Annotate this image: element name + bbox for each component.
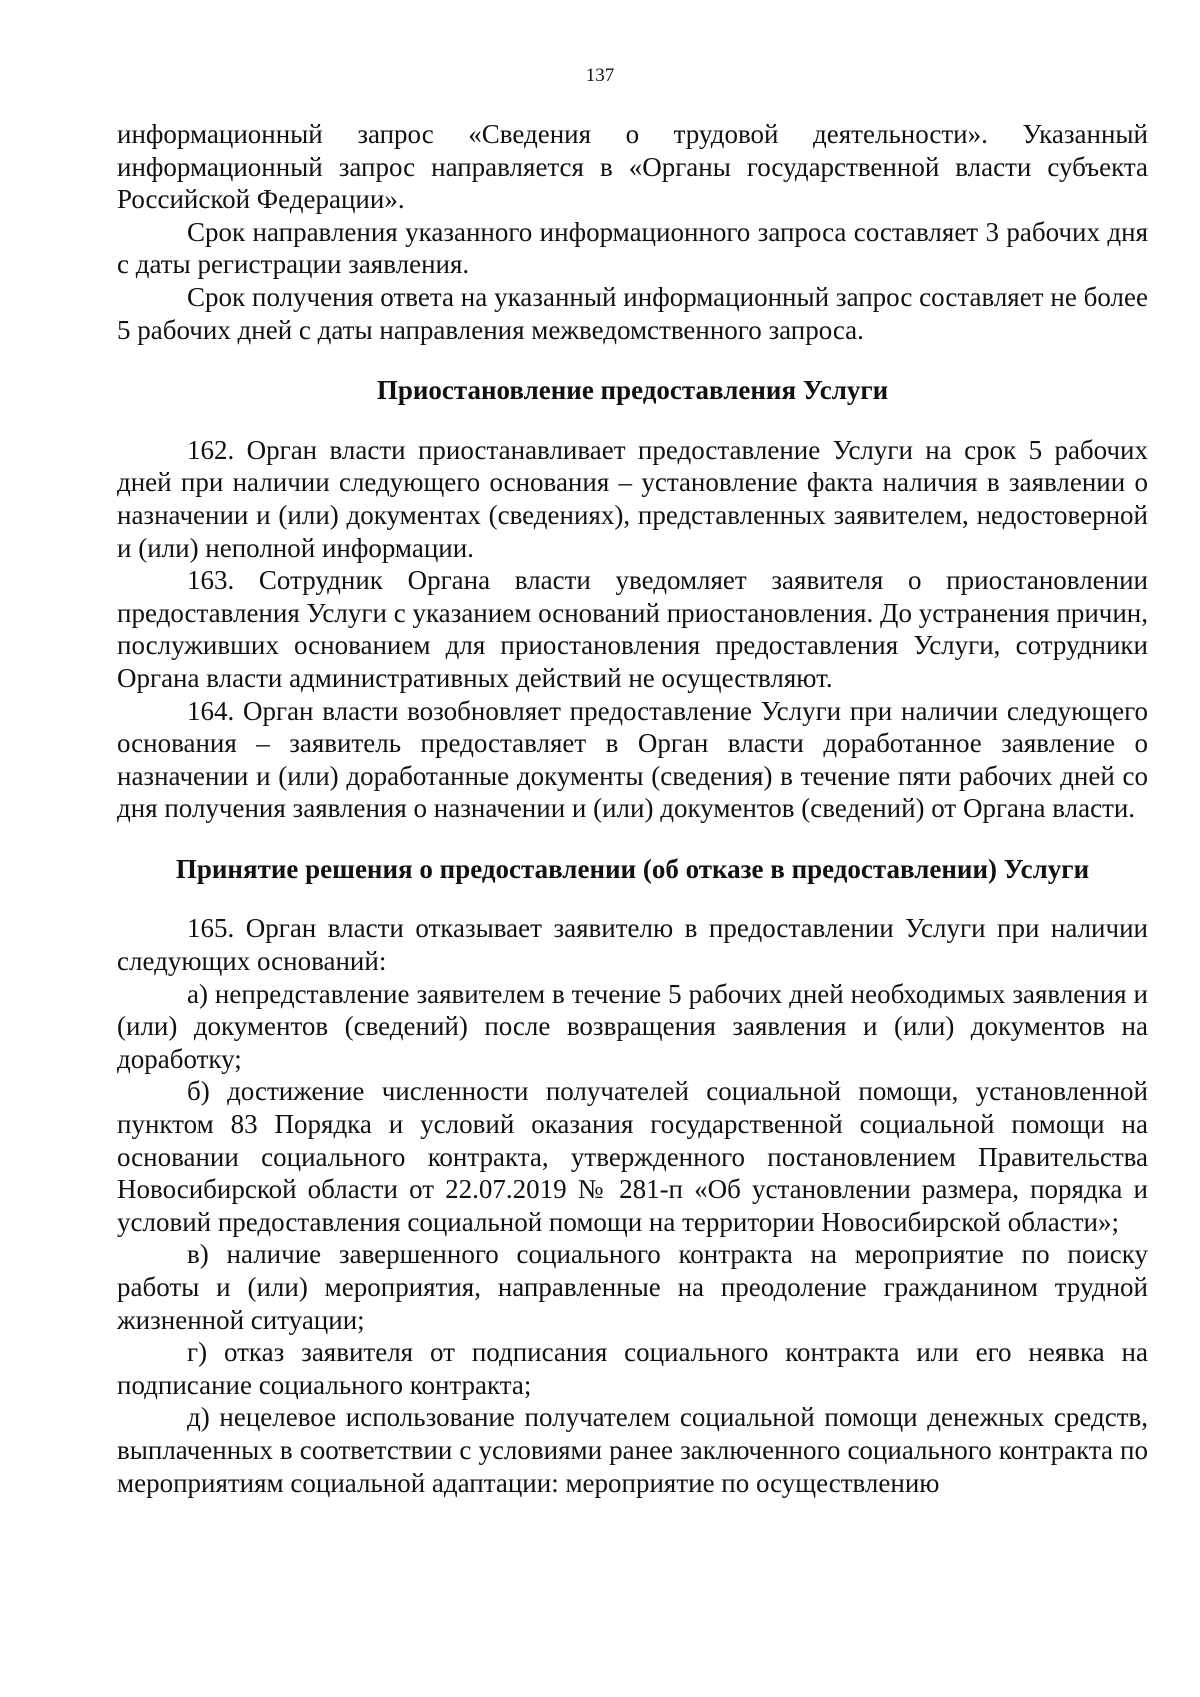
list-item-b: б) достижение численности получателей социальной помощи, установленной пунктом 83 Порядка и условий оказания государственной социальной помощи на основании социального контракта, утвержденного постановлением Правительства Новосибирской области от 22.07.2019 № 281-п «Об установлении размера, порядка и условий предоставления социальной помощи на территории Новосибирской области»; — [117, 1076, 1148, 1237]
section-heading-suspension: Приостановление предоставления Услуги — [376, 375, 889, 406]
page-number: 137 — [585, 65, 615, 86]
list-item-g: г) отказ заявителя от подписания социального контракта или его неявка на подписание социального контракта; — [117, 1337, 1148, 1400]
section-heading-decision: Принятие решения о предоставлении (об отказе в предоставлении) Услуги — [175, 853, 1090, 884]
paragraph-162: 162. Орган власти приостанавливает предоставление Услуги на срок 5 рабочих дней при наличии следующего основания – установление факта наличия в заявлении о назначении и (или) документах (сведениях), представленных заявителем, недостоверной и (или) неполной информации. — [117, 434, 1148, 563]
paragraph: Срок направления указанного информационного запроса составляет 3 рабочих дня с даты регистрации заявления. — [117, 216, 1148, 280]
list-item-v: в) наличие завершенного социального контракта на мероприятие по поиску работы и (или) мероприятия, направленные на преодоление гражданином трудной жизненной ситуации; — [117, 1239, 1148, 1335]
list-item-a: а) непредставление заявителем в течение 5 рабочих дней необходимых заявления и (или) документов (сведений) после возвращения заявления и (или) документов на доработку; — [117, 978, 1148, 1074]
paragraph-164: 164. Орган власти возобновляет предоставление Услуги при наличии следующего основания – заявитель предоставляет в Орган власти доработанное заявление о назначении и (или) доработанные документы (сведения) в течение пяти рабочих дней со дня получения заявления о назначении и (или) документов (сведений) от Органа власти. — [117, 695, 1148, 824]
list-item-d: д) нецелевое использование получателем социальной помощи денежных средств, выплаченных в соответствии с условиями ранее заключенного социального контракта по мероприятиям социальной адаптации: мероприятие по осуществлению — [117, 1402, 1148, 1498]
document-body — [117, 118, 1148, 1499]
paragraph-continuation: информационный запрос «Сведения о трудовой деятельности». Указанный информационный запрос направляется в «Органы государственной власти субъекта Российской Федерации». — [117, 119, 1148, 215]
paragraph-165: 165. Орган власти отказывает заявителю в предоставлении Услуги при наличии следующих оснований: — [117, 913, 1148, 977]
paragraph-163: 163. Сотрудник Органа власти уведомляет заявителя о приостановлении предоставления Услуги с указанием оснований приостановления. До устранения причин, послуживших основанием для приостановления предоставления Услуги, сотрудники Органа власти административных действий не осуществляют. — [117, 565, 1148, 693]
paragraph: Срок получения ответа на указанный информационный запрос составляет не более 5 рабочих дней с даты направления межведомственного запроса. — [117, 281, 1148, 345]
